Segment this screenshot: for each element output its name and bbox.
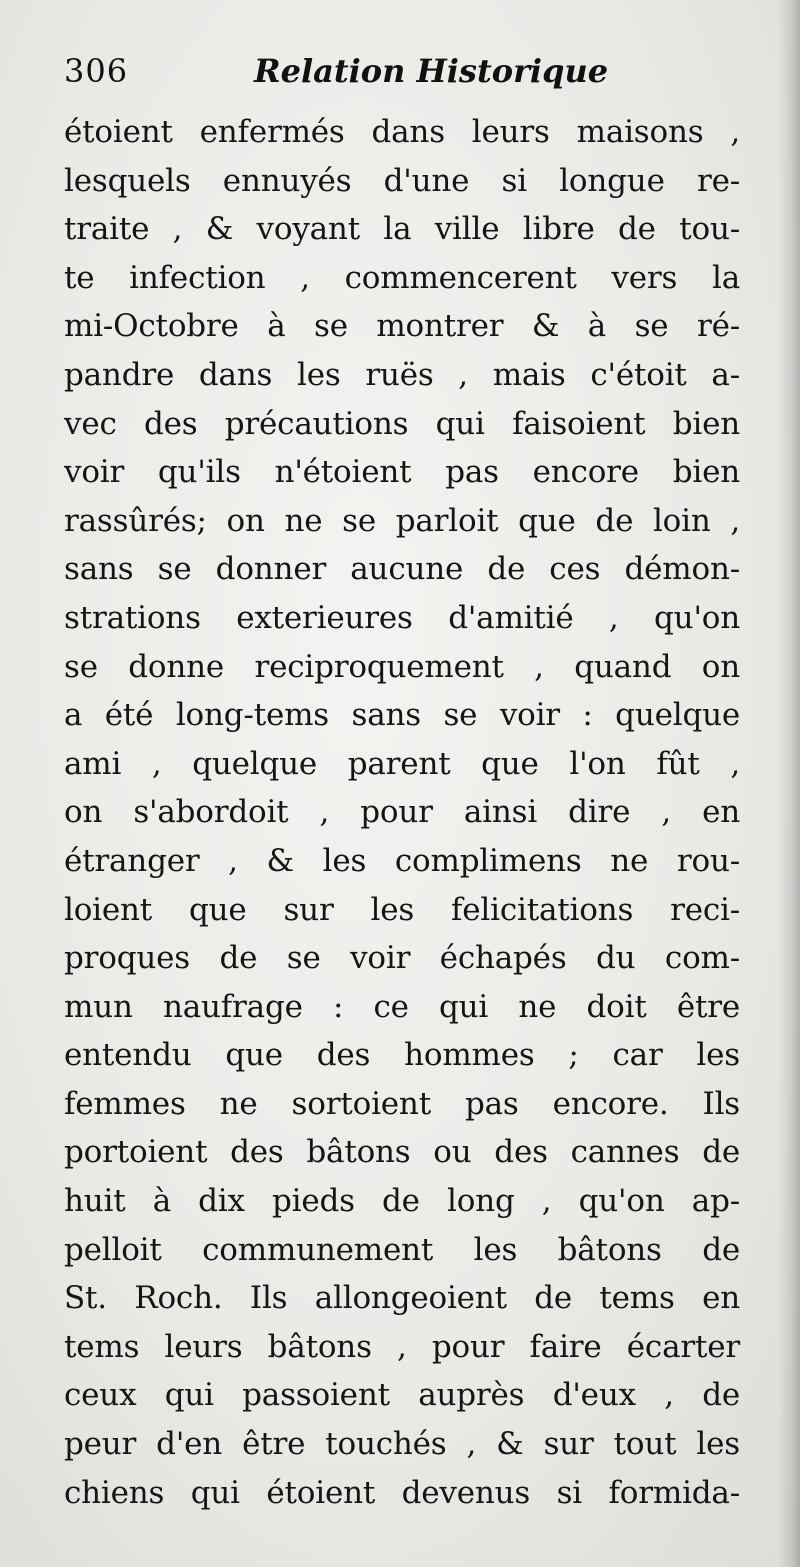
text-line: pelloit communement les bâtons de [64, 1231, 740, 1268]
text-line: sans se donner aucune de ces démon- [64, 551, 740, 588]
text-line: chiens qui étoient devenus si formida- [64, 1474, 740, 1511]
text-line: étoient enfermés dans leurs maisons , [64, 114, 740, 150]
text-line: mun naufrage : ce qui ne doit être [64, 988, 740, 1025]
text-line: te infection , commencerent vers la [64, 259, 740, 296]
text-line: mi-Octobre à se montrer & à se ré- [64, 308, 740, 345]
text-line: ceux qui passoient auprès d'eux , de [64, 1377, 740, 1414]
text-line: portoient des bâtons ou des cannes de [64, 1134, 740, 1171]
text-line: traite , & voyant la ville libre de tou- [64, 211, 740, 248]
text-line: proques de se voir échapés du com- [64, 940, 740, 977]
text-line: entendu que des hommes ; car les [64, 1037, 740, 1074]
text-line: a été long-tems sans se voir : quelque [64, 697, 740, 734]
text-line: étranger , & les complimens ne rou- [64, 842, 740, 879]
running-head [64, 50, 744, 106]
page-number: 306 [64, 52, 129, 90]
text-line: rassûrés; on ne se parloit que de loin , [64, 502, 740, 539]
text-line: loient que sur les felicitations reci- [64, 891, 740, 928]
text-line: voir qu'ils n'étoient pas encore bien [64, 454, 740, 491]
body-text [64, 108, 740, 1517]
text-line: tems leurs bâtons , pour faire écarter [64, 1328, 740, 1365]
text-line: St. Roch. Ils allongeoient de tems en [64, 1280, 740, 1317]
text-line: se donne reciproquement , quand on [64, 648, 740, 685]
running-title: Relation Historique [254, 52, 609, 90]
text-line: on s'abordoit , pour ainsi dire , en [64, 794, 740, 831]
page-edge-shadow [778, 0, 800, 1567]
text-line: pandre dans les ruës , mais c'étoit a- [64, 356, 740, 393]
text-line: ami , quelque parent que l'on fût , [64, 745, 740, 782]
text-line: lesquels ennuyés d'une si longue re- [64, 162, 740, 199]
text-line: femmes ne sortoient pas encore. Ils [64, 1085, 740, 1122]
text-line: vec des précautions qui faisoient bien [64, 405, 740, 442]
text-line: strations exterieures d'amitié , qu'on [64, 599, 740, 636]
text-line: huit à dix pieds de long , qu'on ap- [64, 1183, 740, 1220]
text-line: peur d'en être touchés , & sur tout les [64, 1426, 740, 1463]
